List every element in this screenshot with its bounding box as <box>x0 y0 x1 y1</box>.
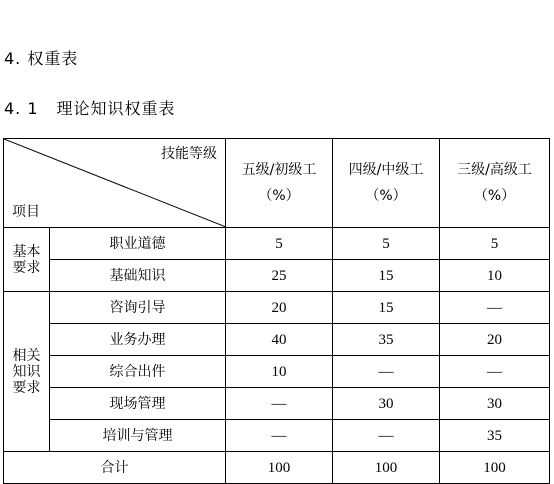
corner-label-item: 项目 <box>12 204 40 220</box>
table-cell: — <box>226 388 333 420</box>
row-label: 业务办理 <box>50 324 226 356</box>
table-cell: 40 <box>226 324 333 356</box>
table-cell: 10 <box>440 260 550 292</box>
table-cell: 35 <box>333 324 440 356</box>
table-cell: 30 <box>440 388 550 420</box>
table-cell: 35 <box>440 420 550 452</box>
row-label: 综合出件 <box>50 356 226 388</box>
table-cell: — <box>333 420 440 452</box>
table-cell: — <box>226 420 333 452</box>
row-label: 现场管理 <box>50 388 226 420</box>
table-cell: 15 <box>333 292 440 324</box>
column-header-level-4: 四级/中级工 （%） <box>333 139 440 228</box>
section-heading: 4. 权重表 <box>4 49 79 68</box>
table-corner-cell <box>4 139 226 228</box>
subsection-heading <box>4 96 176 119</box>
group-label-related-knowledge: 相关 知识 要求 <box>4 292 50 452</box>
table-cell: 30 <box>333 388 440 420</box>
table-cell: — <box>440 356 550 388</box>
weight-table <box>3 138 550 484</box>
table-cell: 10 <box>226 356 333 388</box>
table-cell: 20 <box>226 292 333 324</box>
corner-label-skill-level: 技能等级 <box>161 146 217 162</box>
total-cell: 100 <box>333 452 440 484</box>
column-header-level-3: 三级/高级工 （%） <box>440 139 550 228</box>
total-cell: 100 <box>440 452 550 484</box>
total-cell: 100 <box>226 452 333 484</box>
table-cell: 5 <box>226 228 333 260</box>
column-header-level-5: 五级/初级工 （%） <box>226 139 333 228</box>
subsection-title: 理论知识权重表 <box>56 99 176 118</box>
table-cell: — <box>333 356 440 388</box>
total-row-label: 合计 <box>4 452 226 484</box>
table-cell: 20 <box>440 324 550 356</box>
table-cell: 5 <box>333 228 440 260</box>
table-cell: 15 <box>333 260 440 292</box>
row-label: 基础知识 <box>50 260 226 292</box>
table-cell: 25 <box>226 260 333 292</box>
group-label-basic-requirements: 基本 要求 <box>4 228 50 292</box>
row-label: 咨询引导 <box>50 292 226 324</box>
subsection-number: 4. 1 <box>4 99 39 118</box>
table-cell: 5 <box>440 228 550 260</box>
row-label: 培训与管理 <box>50 420 226 452</box>
row-label: 职业道德 <box>50 228 226 260</box>
table-cell: — <box>440 292 550 324</box>
